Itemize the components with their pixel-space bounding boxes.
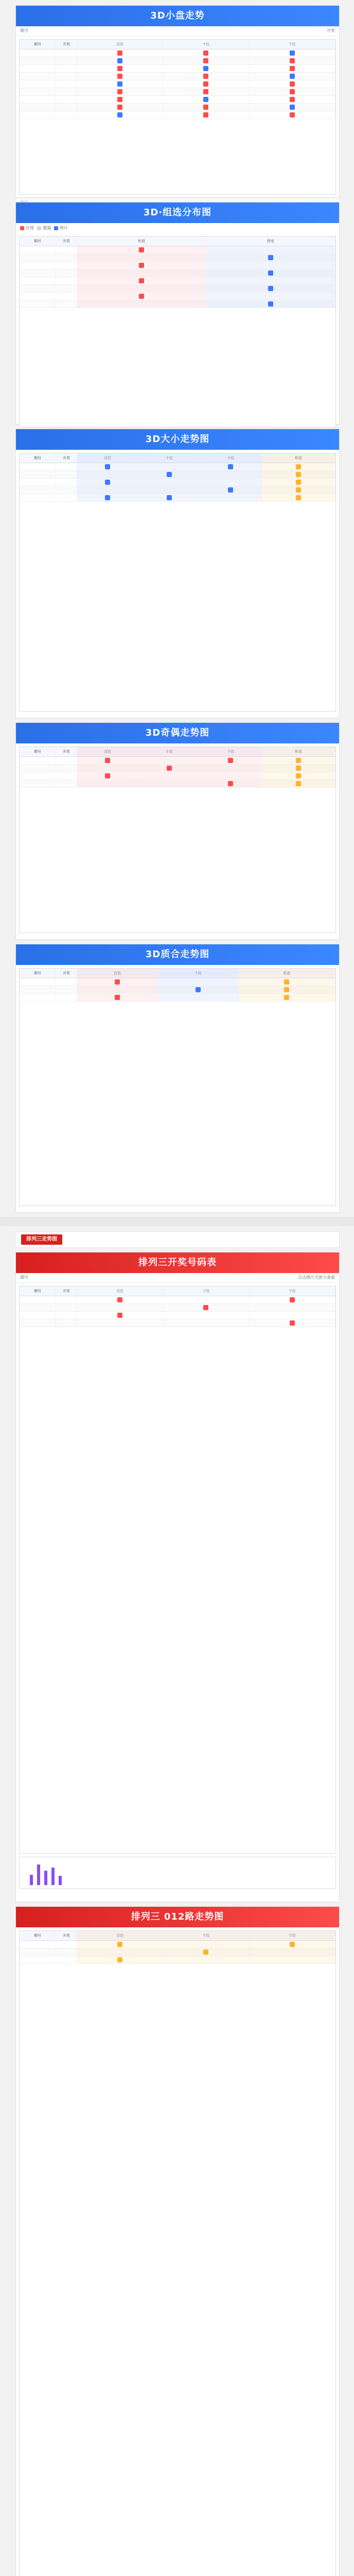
section-3d-primecomposite bbox=[15, 944, 340, 1213]
results-grid bbox=[19, 1286, 336, 1854]
col-num: 开奖 bbox=[56, 969, 77, 978]
grid-body bbox=[20, 49, 335, 195]
meta-left: 期号 bbox=[20, 1275, 28, 1280]
oddeven-grid bbox=[19, 747, 336, 933]
col-hundreds: 百位 bbox=[77, 747, 139, 756]
section-p3-results bbox=[15, 1252, 340, 1902]
meta-right: 开奖 bbox=[327, 28, 335, 33]
col-issue: 期号 bbox=[20, 40, 56, 49]
section-title: 3D质合走势图 bbox=[16, 944, 339, 965]
meta-row bbox=[16, 26, 339, 36]
grid-header bbox=[20, 747, 335, 757]
grid-row bbox=[20, 88, 335, 96]
meta-left: 期号 bbox=[20, 28, 28, 33]
grid-header bbox=[20, 40, 335, 49]
section-title: 3D·组选分布图 bbox=[16, 202, 339, 223]
grid-row bbox=[20, 57, 335, 65]
grid-body bbox=[20, 463, 335, 711]
tag-badge: 排列三走势图 bbox=[21, 1234, 62, 1245]
col-dist: 和值 bbox=[77, 236, 206, 246]
section-3d-bigsmall bbox=[15, 429, 340, 718]
legend bbox=[16, 223, 339, 233]
col-hundreds: 百位 bbox=[77, 1931, 163, 1940]
bar-strip bbox=[19, 1857, 336, 1889]
legend-item: 统计 bbox=[54, 225, 68, 231]
grid-header bbox=[20, 453, 335, 463]
grid-row bbox=[20, 49, 335, 57]
col-issue: 期号 bbox=[20, 453, 56, 463]
section-title: 3D小盘走势 bbox=[16, 6, 339, 26]
grid-row bbox=[20, 73, 335, 80]
col-pattern: 形态 bbox=[262, 453, 335, 463]
col-pattern: 形态 bbox=[262, 747, 335, 756]
grid-row bbox=[20, 104, 335, 111]
col-num: 开奖 bbox=[56, 453, 77, 463]
meta-row bbox=[16, 1273, 339, 1283]
grid-header bbox=[20, 1931, 335, 1941]
col-pattern: 形态 bbox=[239, 969, 335, 978]
grid-row bbox=[20, 65, 335, 73]
col-issue: 期号 bbox=[20, 1286, 56, 1296]
col-num: 开奖 bbox=[56, 747, 77, 756]
bar bbox=[51, 1868, 55, 1885]
col-units: 个位 bbox=[200, 747, 262, 756]
section-title: 排列三开奖号码表 bbox=[16, 1252, 339, 1273]
section-3d-small bbox=[15, 5, 340, 198]
col-num: 开奖 bbox=[56, 40, 77, 49]
col-units: 个位 bbox=[200, 453, 262, 463]
col-tens: 十位 bbox=[139, 747, 201, 756]
grid-body bbox=[20, 978, 335, 1206]
group-grid bbox=[19, 236, 336, 428]
bar bbox=[44, 1871, 47, 1885]
grid-header bbox=[20, 236, 335, 246]
col-tens: 十位 bbox=[158, 969, 239, 978]
bigsmall-grid bbox=[19, 453, 336, 711]
bar bbox=[30, 1875, 33, 1885]
col-units: 个位 bbox=[250, 1931, 335, 1940]
section-title: 排列三 012路走势图 bbox=[16, 1907, 339, 1927]
col-issue: 期号 bbox=[20, 969, 56, 978]
grid-body bbox=[20, 246, 335, 428]
grid-row bbox=[20, 96, 335, 104]
grid-header bbox=[20, 969, 335, 978]
col-num: 开奖 bbox=[56, 1931, 77, 1940]
col-tens: 十位 bbox=[163, 1286, 249, 1296]
col-num: 开奖 bbox=[56, 1286, 77, 1296]
legend-item: 出现 bbox=[20, 225, 34, 231]
meta-right: 点击图片可放大查看 bbox=[298, 1275, 335, 1280]
section-3d-group bbox=[15, 202, 340, 425]
col-units: 个位 bbox=[250, 1286, 335, 1296]
col-num: 开奖 bbox=[56, 236, 77, 246]
section-title: 3D大小走势图 bbox=[16, 429, 339, 450]
bar bbox=[37, 1865, 40, 1885]
col-hundreds: 百位 bbox=[77, 453, 139, 463]
grid-header bbox=[20, 1286, 335, 1296]
legend-item: 遗漏 bbox=[37, 225, 51, 231]
divider bbox=[0, 1217, 354, 1226]
trend-grid bbox=[19, 39, 336, 195]
route-grid bbox=[19, 1930, 336, 2576]
section-title: 3D奇偶走势图 bbox=[16, 723, 339, 743]
col-zone: 百位 bbox=[77, 40, 163, 49]
col-tens: 十位 bbox=[163, 1931, 249, 1940]
bar bbox=[59, 1876, 62, 1885]
col-tens: 十位 bbox=[139, 453, 201, 463]
grid-body bbox=[20, 1296, 335, 1854]
grid-row bbox=[20, 80, 335, 88]
col-hundreds: 百位 bbox=[77, 1286, 163, 1296]
col-issue: 期号 bbox=[20, 236, 56, 246]
grid-row bbox=[20, 111, 335, 119]
tag-bar bbox=[15, 1231, 340, 1248]
grid-body bbox=[20, 1941, 335, 2576]
col-zone: 个位 bbox=[250, 40, 335, 49]
prime-grid bbox=[19, 968, 336, 1206]
col-dist: 跨度 bbox=[206, 236, 335, 246]
section-p3-012 bbox=[15, 1906, 340, 2576]
col-issue: 期号 bbox=[20, 1931, 56, 1940]
grid-body bbox=[20, 757, 335, 933]
col-hundreds: 百位 bbox=[77, 969, 158, 978]
col-issue: 期号 bbox=[20, 747, 56, 756]
section-3d-oddeven bbox=[15, 722, 340, 940]
col-zone: 十位 bbox=[163, 40, 249, 49]
